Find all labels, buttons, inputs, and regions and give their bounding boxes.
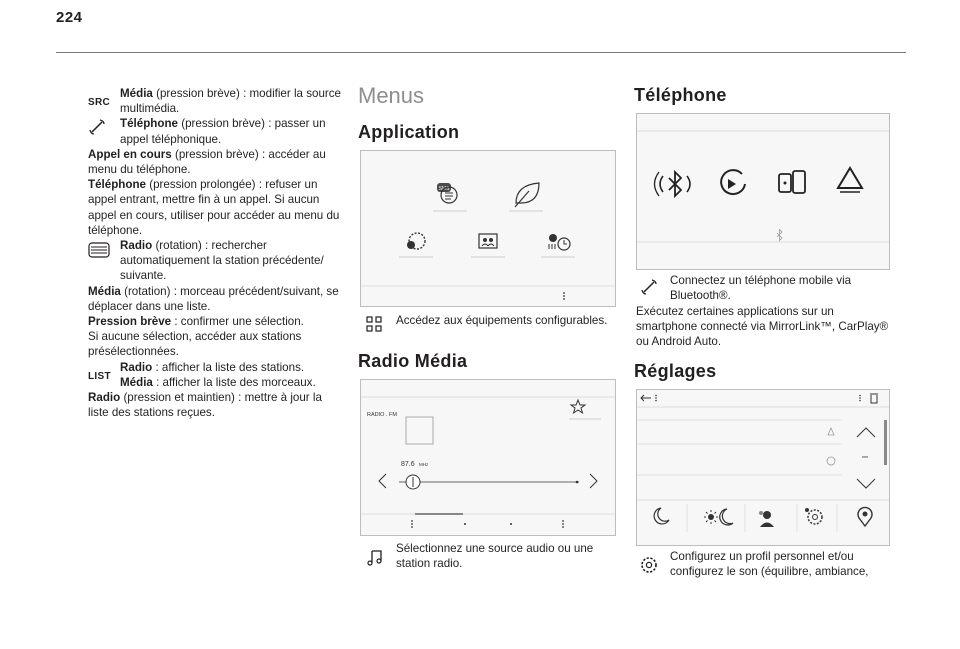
audio-settings-icon (805, 508, 822, 524)
frequency-value: 87.6 (401, 461, 415, 468)
more-options-icon (563, 292, 565, 300)
list-button-icon: LIST (88, 370, 111, 382)
telephone-description-1: Connectez un téléphone mobile via Bluetooth®. (670, 274, 852, 303)
settings-gear-icon (407, 233, 425, 249)
next-station-icon (590, 474, 597, 488)
bluetooth-icon (655, 172, 691, 196)
mirror-screen-icon (838, 168, 862, 192)
radio-screen (360, 379, 616, 536)
previous-station-icon (379, 474, 386, 488)
day-night-icon (704, 509, 733, 525)
list-item: Pression brève : confirmer une sélection. (88, 315, 304, 329)
list-item: Média (rotation) : morceau précédent/suivant, se déplacer dans une liste. (88, 284, 339, 313)
eco-leaf-icon (515, 183, 539, 207)
reglages-heading: Réglages (634, 361, 717, 381)
more-options-icon (411, 520, 413, 528)
profile-icon (759, 511, 774, 527)
scroll-up-icon (857, 428, 875, 437)
reglages-screen (636, 389, 890, 546)
telephone-description-2: Exécutez certaines applications sur un smartphone connecté via MirrorLink™, CarPlay® ou Android Auto. (636, 305, 889, 349)
list-item: Radio (pression et maintien) : mettre à jour la liste des stations reçues. (88, 391, 322, 420)
music-note-icon (366, 548, 384, 566)
night-mode-icon (654, 508, 669, 524)
station-artwork (406, 417, 433, 444)
list-item: Radio (rotation) : rechercher automatiquement la station précédente/ suivante. (88, 238, 343, 284)
menus-heading: Menus (358, 83, 425, 108)
frequency-unit: MHz (419, 462, 429, 467)
trash-icon (870, 394, 878, 403)
list-item: Média : afficher la liste des morceaux. (120, 375, 316, 389)
radio-band-label: RADIO . FM (367, 412, 397, 418)
page-number: 224 (56, 9, 83, 26)
list-item: Téléphone (pression brève) : passer un appel téléphonique. (88, 116, 343, 146)
application-screen (360, 150, 616, 307)
application-heading: Application (358, 122, 460, 142)
list-item: LIST Radio : afficher la liste des stations. (88, 360, 343, 375)
radio-media-heading: Radio Média (358, 351, 468, 371)
telephone-heading: Téléphone (634, 85, 727, 105)
back-arrow-icon (641, 395, 651, 401)
phone-icon (88, 118, 116, 136)
list-item: SRC Média (pression brève) : modifier la source multimédia. (88, 87, 342, 116)
more-options-icon (562, 520, 564, 528)
src-button-icon: SRC (88, 97, 111, 108)
sms-icon (437, 183, 457, 203)
contacts-icon (479, 234, 497, 248)
list-item: Appel en cours (pression brève) : accéder au menu du téléphone. (88, 147, 326, 177)
left-column (88, 86, 343, 420)
header-rule (56, 52, 906, 53)
location-privacy-icon (858, 507, 872, 526)
scroll-down-icon (857, 479, 875, 488)
reglages-description: Configurez un profil personnel et/ou configurez le son (équilibre, ambiance, (670, 550, 869, 579)
recent-calls-icon (721, 170, 745, 194)
favorite-star-icon (571, 400, 585, 413)
telephone-screen (636, 113, 890, 270)
contacts-phone-icon (779, 171, 805, 193)
radio-description: Sélectionnez une source audio ou une station radio. (396, 542, 594, 571)
svg-text:SMS: SMS (438, 186, 450, 192)
application-description: Accédez aux équipements configurables. (396, 314, 608, 327)
list-item: Téléphone (pression prolongée) : refuser un appel entrant, mettre fin à un appel. Si aucun appel en cours, utiliser pour accéder au menu du téléphone. (88, 178, 340, 237)
application-menu-icon (366, 316, 382, 332)
phone-icon (640, 278, 658, 296)
list-item: Si aucune sélection, accéder aux stations présélectionnées. (88, 330, 302, 359)
climate-timer-icon (549, 234, 570, 250)
rotary-knob-icon (88, 240, 116, 260)
audio-settings-icon (640, 556, 658, 574)
